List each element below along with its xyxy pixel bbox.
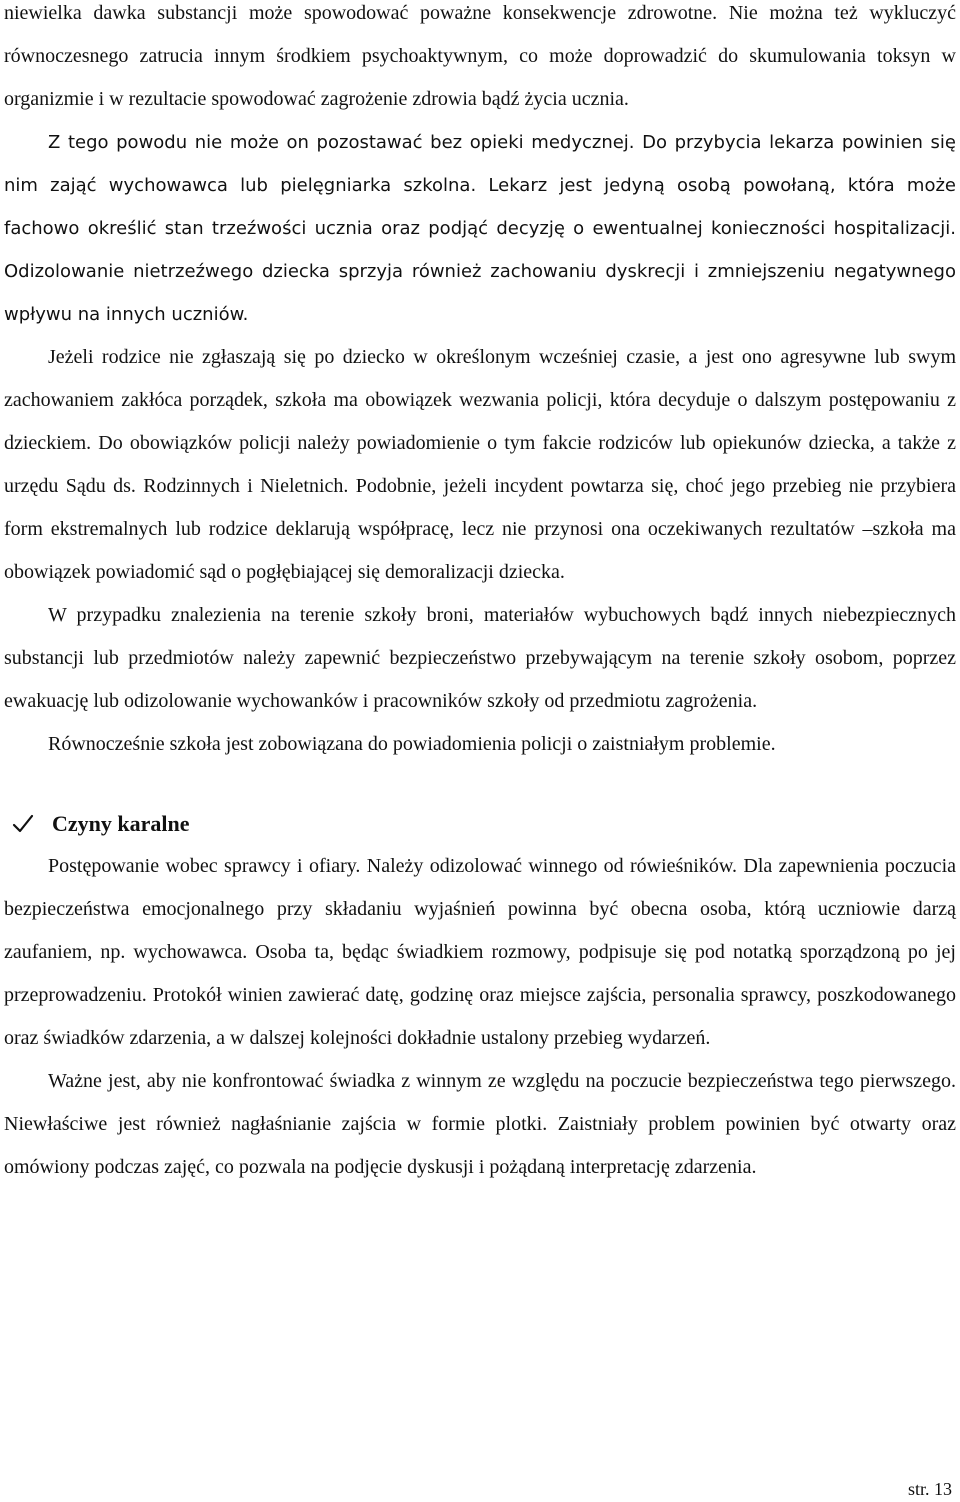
check-icon (12, 813, 34, 835)
paragraph-witness: Ważne jest, aby nie konfrontować świadka z winnym ze względu na poczucie bezpieczeństwa tego pierwszego. Niewłaściwe jest również nagłaśnianie zajścia w formie plotki. Zaistniały problem powinien być otwarty oraz omówiony podczas zajęć, co pozwala na podjęcie dyskusji i pożądaną interpretację zdarzenia. (4, 1070, 956, 1178)
paragraph-police-notification: Jeżeli rodzice nie zgłaszają się po dziecko w określonym wcześniej czasie, a jest ono agresywne lub swym zachowaniem zakłóca porządek, szkoła ma obowiązek wezwania policji, która decyduje o dalszym postępowaniu z dzieckiem. Do obowiązków policji należy powiadomienie o tym fakcie rodziców lub opiekunów dziecka, a także z urzędu Sądu ds. Rodzinnych i Nieletnich. Podobnie, jeżeli incydent powtarza się, choć jego przebieg nie przybiera form ekstremalnych lub rodzice deklarują współpracę, lecz nie przynosi ona oczekiwanych rezultatów –szkoła ma obowiązek powiadomić sąd o pogłębiającej się demoralizacji dziecka. (4, 346, 956, 583)
paragraph-police-informed: Równocześnie szkoła jest zobowiązana do powiadomienia policji o zaistniałym problemie. (48, 733, 776, 755)
paragraph-medical-care: Z tego powodu nie może on pozostawać bez opieki medycznej. Do przybycia lekarza powinien się nim zająć wychowawca lub pielęgniarka szkolna. Lekarz jest jedyną osobą powołaną, która może fachowo określić stan trzeźwości ucznia oraz podjąć decyzję o ewentualnej konieczności hospitalizacji. Odizolowanie nietrzeźwego dziecka sprzyja również zachowaniu dyskrecji i zmniejszeniu negatywnego wpływu na innych uczniów. (4, 132, 956, 325)
section-heading-text: Czyny karalne (52, 810, 190, 836)
section-heading (4, 802, 956, 845)
page-number: str. 13 (907, 1479, 952, 1499)
paragraph-procedure: Postępowanie wobec sprawcy i ofiary. Należy odizolować winnego od rówieśników. Dla zapewnienia poczucia bezpieczeństwa emocjonalnego przy składaniu wyjaśnień powinna być obecna osoba, którą uczniowie darzą zaufaniem, np. wychowawca. Osoba ta, będąc świadkiem rozmowy, podpisuje się pod notatką sporządzoną po jej przeprowadzeniu. Protokół winien zawierać datę, godzinę oraz miejsce zajścia, personalia sprawcy, poszkodowanego oraz świadków zdarzenia, a w dalszej kolejności dokładnie ustalony przebieg wydarzeń. (4, 855, 956, 1049)
paragraph-health-risk: niewielka dawka substancji może spowodować poważne konsekwencje zdrowotne. Nie można też wykluczyć równoczesnego zatrucia innym środkiem psychoaktywnym, co może doprowadzić do skumulowania toksyn w organizmie i w rezultacie spowodować zagrożenie zdrowia bądź życia ucznia. (4, 2, 956, 110)
paragraph-dangerous-items: W przypadku znalezienia na terenie szkoły broni, materiałów wybuchowych bądź innych niebezpiecznych substancji lub przedmiotów należy zapewnić bezpieczeństwo przebywającym na terenie szkoły osobom, poprzez ewakuację lub odizolowanie wychowanków i pracowników szkoły od przedmiotu zagrożenia. (4, 604, 956, 712)
